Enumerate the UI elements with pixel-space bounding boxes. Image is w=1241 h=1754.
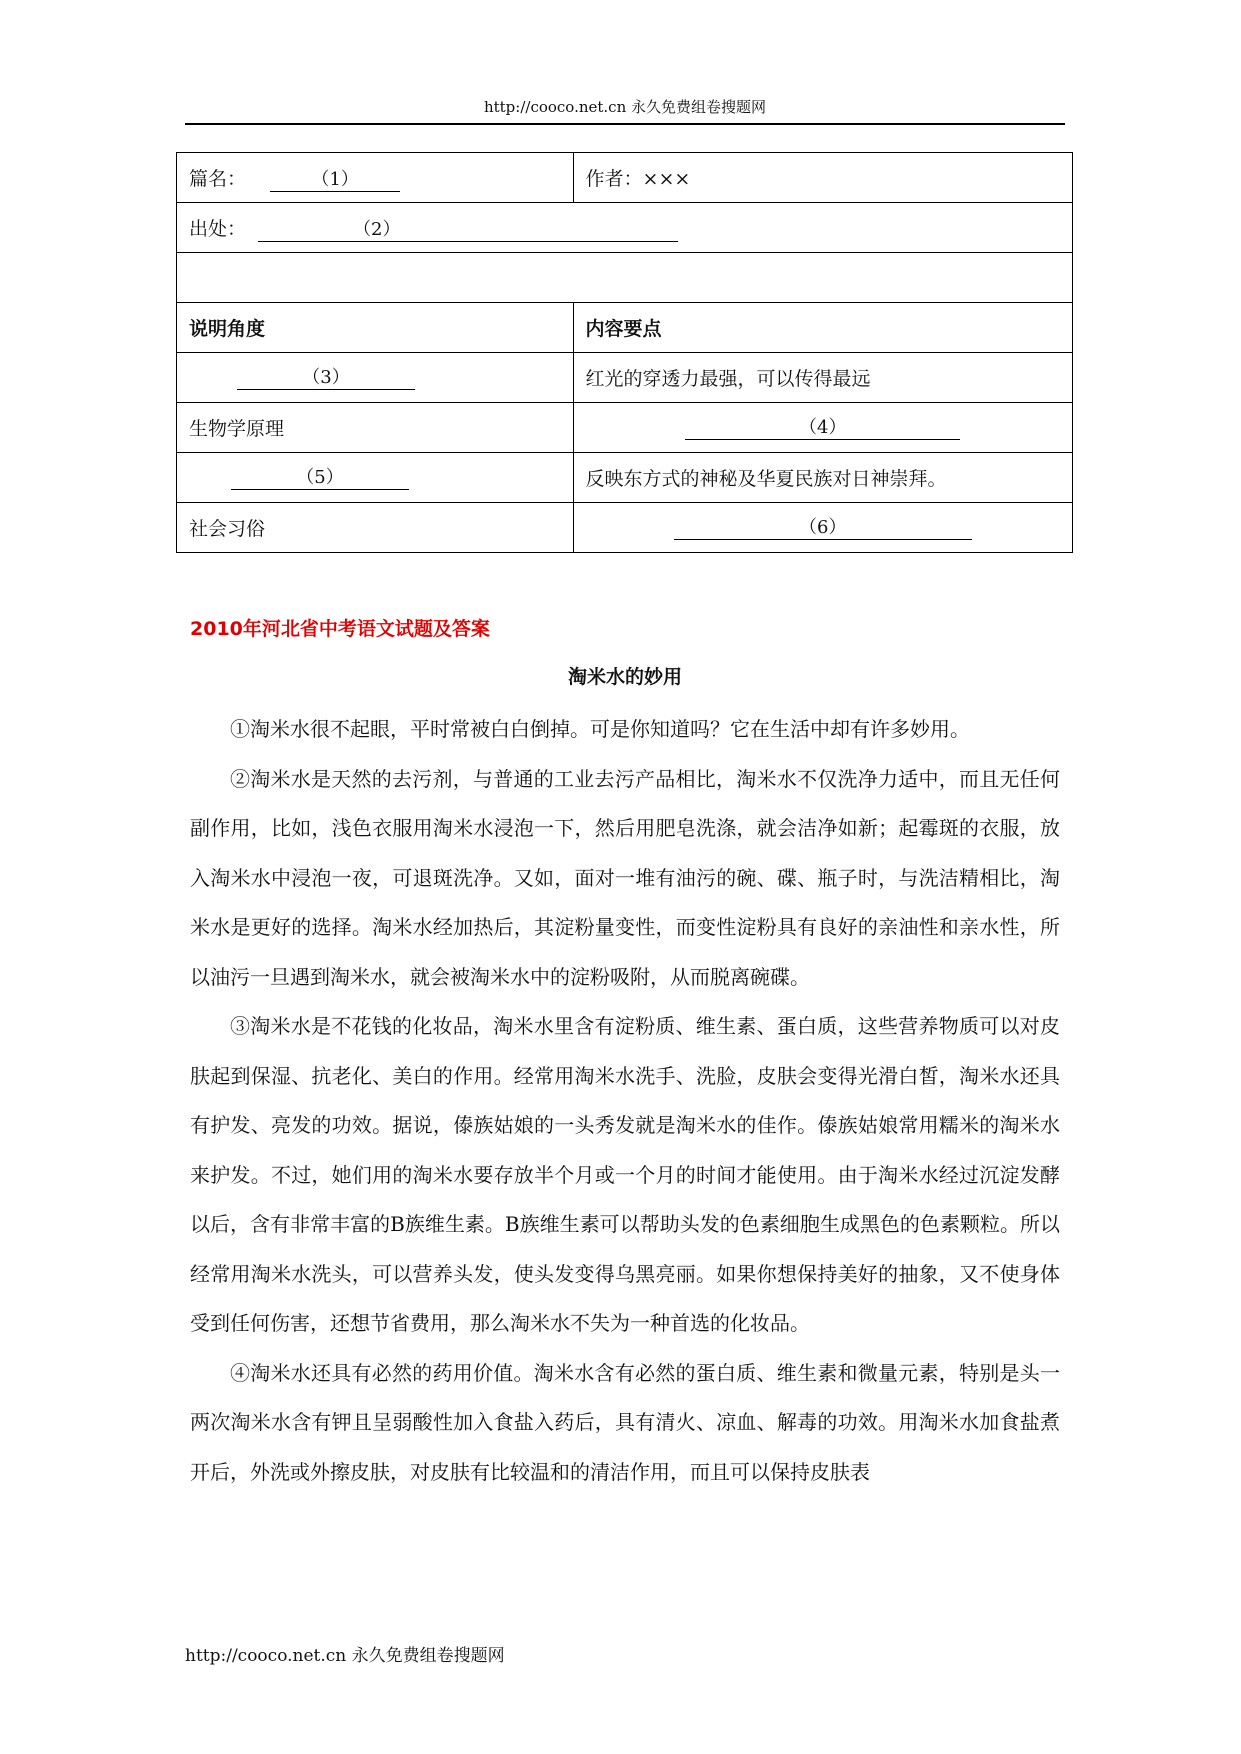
page-header: http://cooco.net.cn 永久免费组卷搜题网	[483, 98, 767, 116]
blank-3: （3）	[237, 367, 415, 390]
paragraph: ③淘米水是不花钱的化妆品，淘米水里含有淀粉质、维生素、蛋白质，这些营养物质可以对皮肤起到保湿、抗老化、美白的作用。经常用淘米水洗手、洗脸，皮肤会变得光滑白皙，淘米水还具有护发、亮发的功效。据说，傣族姑娘的一头秀发就是淘米水的佳作。傣族姑娘常用糯米的淘米水来护发。不过，她们用的淘米水要存放半个月或一个月的时间才能使用。由于淘米水经过沉淀发酵以后，含有非常丰富的B族维生素。B族维生素可以帮助头发的色素细胞生成黑色的色素颗粒。所以经常用淘米水洗头，可以营养头发，使头发变得乌黑亮丽。如果你想保持美好的抽象，又不使身体受到任何伤害，还想节省费用，那么淘米水不失为一种首选的化妆品。	[190, 1014, 1060, 1335]
source-cell	[177, 203, 1073, 253]
blank-6: （6）	[674, 517, 972, 540]
col-header-angle: 说明角度	[177, 303, 574, 353]
title-blank: （1）	[270, 169, 400, 192]
row-left-cell	[177, 453, 574, 503]
row-left-cell	[177, 353, 574, 403]
row-left-cell: 生物学原理	[177, 403, 574, 453]
table-row	[177, 503, 1073, 553]
article-body	[190, 705, 1060, 1497]
blank-4: （4）	[685, 417, 960, 440]
header-rule	[185, 123, 1065, 125]
page-footer: http://cooco.net.cn 永久免费组卷搜题网	[185, 1646, 505, 1666]
table-row	[177, 253, 1073, 303]
row-right-cell	[573, 403, 1072, 453]
author-cell: 作者：×××	[573, 153, 1072, 203]
table-row	[177, 403, 1073, 453]
article-title: 淘米水的妙用	[567, 666, 682, 688]
paragraph: ①淘米水很不起眼，平时常被白白倒掉。可是你知道吗？它在生活中却有许多妙用。	[230, 717, 970, 741]
source-label: 出处：	[189, 217, 247, 240]
article-info-table	[176, 152, 1073, 553]
table-row	[177, 303, 1073, 353]
title-cell	[177, 153, 574, 203]
col-header-points: 内容要点	[573, 303, 1072, 353]
source-blank: （2）	[258, 219, 678, 242]
blank-5: （5）	[231, 467, 409, 490]
row-right-cell: 反映东方式的神秘及华夏民族对日神崇拜。	[573, 453, 1072, 503]
row-right-cell	[573, 503, 1072, 553]
table-row	[177, 453, 1073, 503]
empty-cell	[177, 253, 1073, 303]
row-left-cell: 社会习俗	[177, 503, 574, 553]
table-row	[177, 203, 1073, 253]
exam-title: 2010年河北省中考语文试题及答案	[190, 618, 490, 640]
table-row	[177, 353, 1073, 403]
paragraph: ②淘米水是天然的去污剂，与普通的工业去污产品相比，淘米水不仅洗净力适中，而且无任何副作用，比如，浅色衣服用淘米水浸泡一下，然后用肥皂洗涤，就会洁净如新；起霉斑的衣服，放入淘米水中浸泡一夜，可退斑洗净。又如，面对一堆有油污的碗、碟、瓶子时，与洗洁精相比，淘米水是更好的选择。淘米水经加热后，其淀粉量变性，而变性淀粉具有良好的亲油性和亲水性，所以油污一旦遇到淘米水，就会被淘米水中的淀粉吸附，从而脱离碗碟。	[190, 766, 1060, 989]
table-row	[177, 153, 1073, 203]
title-label: 篇名：	[189, 167, 247, 190]
paragraph: ④淘米水还具有必然的药用价值。淘米水含有必然的蛋白质、维生素和微量元素，特别是头一两次淘米水含有钾且呈弱酸性加入食盐入药后，具有清火、凉血、解毒的功效。用淘米水加食盐煮开后，外洗或外擦皮肤，对皮肤有比较温和的清洁作用，而且可以保持皮肤表	[190, 1360, 1060, 1484]
row-right-cell: 红光的穿透力最强，可以传得最远	[573, 353, 1072, 403]
